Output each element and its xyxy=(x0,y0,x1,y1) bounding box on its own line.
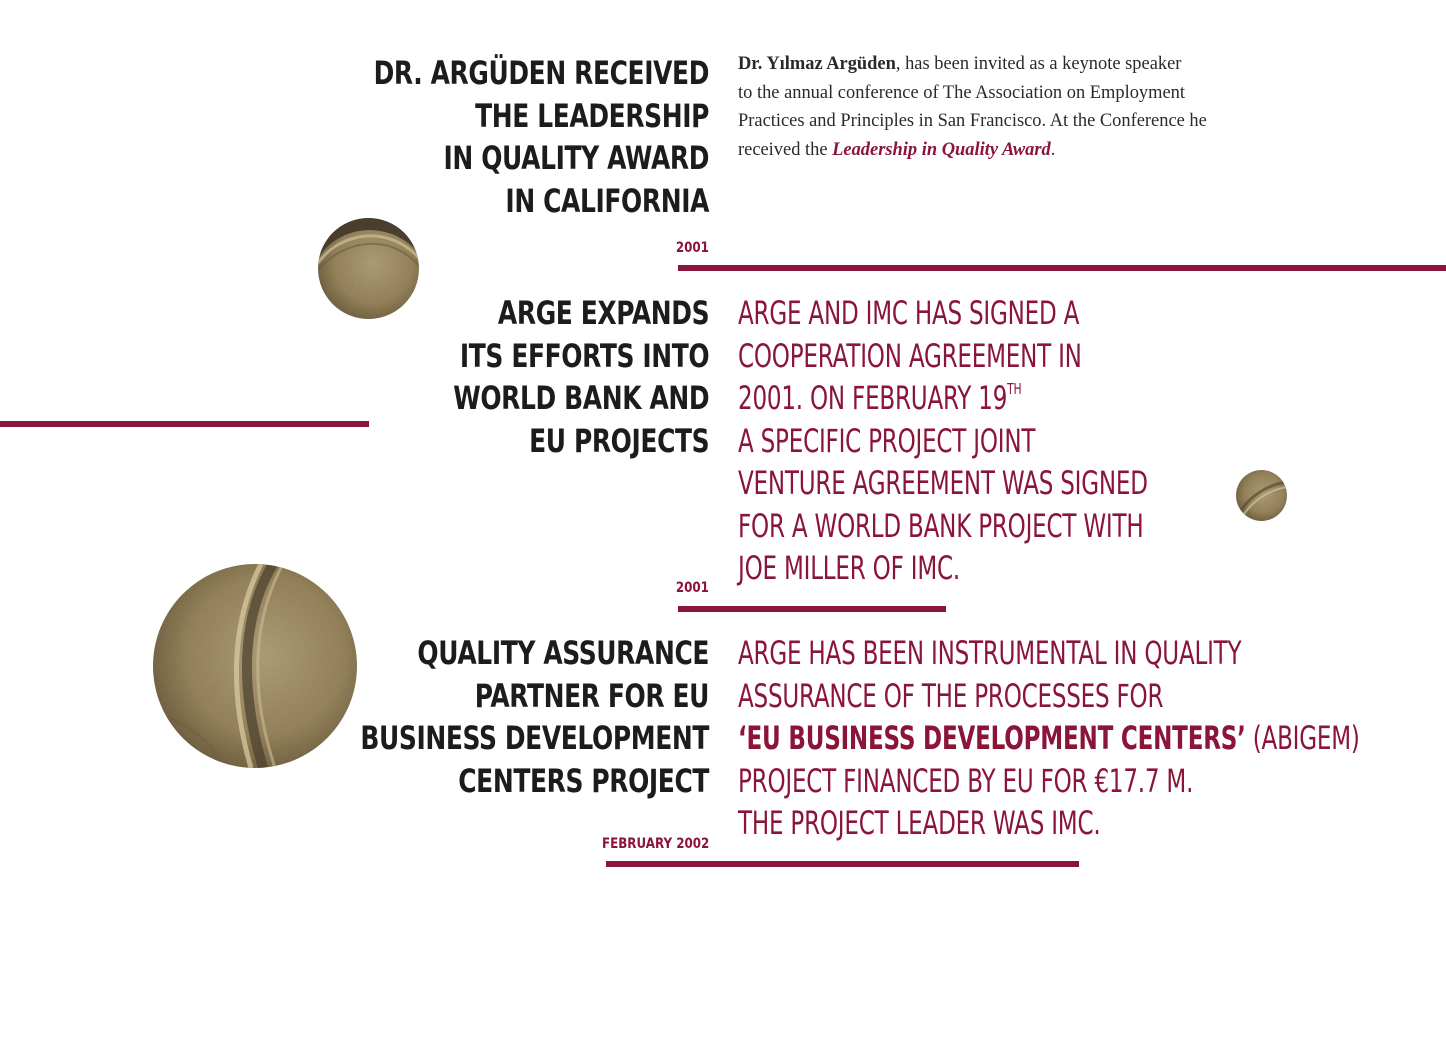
person-name: Dr. Yılmaz Argüden xyxy=(738,53,896,74)
entry-2-body xyxy=(738,292,1148,590)
entry-1-heading xyxy=(374,52,709,222)
entry-2-year: 2001 xyxy=(675,580,709,596)
entry-3-body-line: THE PROJECT LEADER WAS IMC. xyxy=(738,804,1101,842)
entry-2-heading-line: ARGE EXPANDS xyxy=(497,294,709,332)
entry-3-body-line: ARGE HAS BEEN INSTRUMENTAL IN QUALITY xyxy=(738,634,1242,672)
entry-1-heading-line: THE LEADERSHIP xyxy=(475,96,709,135)
entry-1-body-text: , has been invited as a keynote speaker xyxy=(895,53,1182,74)
entry-1-body-text: received the xyxy=(738,138,833,160)
entry-2-body-line: ARGE AND IMC HAS SIGNED A xyxy=(738,294,1080,332)
entry-1-body-text: . xyxy=(1050,138,1056,160)
bronze-coin-texture xyxy=(153,564,357,768)
timeline-rule xyxy=(678,265,1446,271)
entry-3-heading-line: BUSINESS DEVELOPMENT xyxy=(360,719,709,757)
entry-2-body-line: A SPECIFIC PROJECT JOINT xyxy=(738,421,1036,460)
entry-1-body-line: Practices and Principles in San Francisco. At the Conference he xyxy=(738,110,1207,131)
entry-3-body-line: PROJECT FINANCED BY EU FOR €17.7 M. xyxy=(738,761,1194,800)
entry-1-body xyxy=(738,50,1207,164)
entry-1-year: 2001 xyxy=(675,240,709,256)
entry-3-body xyxy=(738,632,1360,845)
bronze-coin-texture xyxy=(318,218,419,319)
entry-3-body-text: (ABIGEM) xyxy=(1245,719,1360,757)
entry-1-heading-line: IN QUALITY AWARD xyxy=(443,139,709,177)
entry-3-year: FEBRUARY 2002 xyxy=(601,836,709,852)
entry-2-heading xyxy=(453,292,709,462)
entry-3-heading xyxy=(360,632,709,802)
award-name: Leadership in Quality Award xyxy=(832,138,1051,160)
entry-2-body-line: 2001. ON FEBRUARY 19 xyxy=(738,379,1008,417)
ordinal-suffix: TH xyxy=(1007,380,1022,398)
entry-2-body-line: VENTURE AGREEMENT WAS SIGNED xyxy=(738,464,1148,502)
entry-2-heading-line: WORLD BANK AND xyxy=(452,379,709,417)
entry-3-body-line: ASSURANCE OF THE PROCESSES FOR xyxy=(738,676,1164,715)
bronze-coin-texture xyxy=(1236,470,1287,521)
project-name: ‘EU BUSINESS DEVELOPMENT CENTERS’ xyxy=(738,719,1246,757)
entry-2-heading-line: EU PROJECTS xyxy=(528,421,709,460)
entry-1-heading-line: IN CALIFORNIA xyxy=(505,181,709,220)
entry-1-body-line: to the annual conference of The Association on Employment xyxy=(738,81,1185,103)
entry-3-heading-line: PARTNER FOR EU xyxy=(474,676,709,715)
timeline-rule xyxy=(678,606,946,612)
entry-2-body-line: FOR A WORLD BANK PROJECT WITH xyxy=(738,506,1144,545)
entry-2-heading-line: ITS EFFORTS INTO xyxy=(459,336,709,375)
entry-3-heading-line: QUALITY ASSURANCE xyxy=(417,634,709,672)
entry-1-heading-line: DR. ARGÜDEN RECEIVED xyxy=(373,54,709,92)
entry-2-body-line: COOPERATION AGREEMENT IN xyxy=(738,336,1082,375)
timeline-rule xyxy=(606,861,1079,867)
entry-2-body-line: JOE MILLER OF IMC. xyxy=(738,549,960,587)
entry-3-heading-line: CENTERS PROJECT xyxy=(458,761,709,800)
timeline-rule xyxy=(0,421,369,427)
